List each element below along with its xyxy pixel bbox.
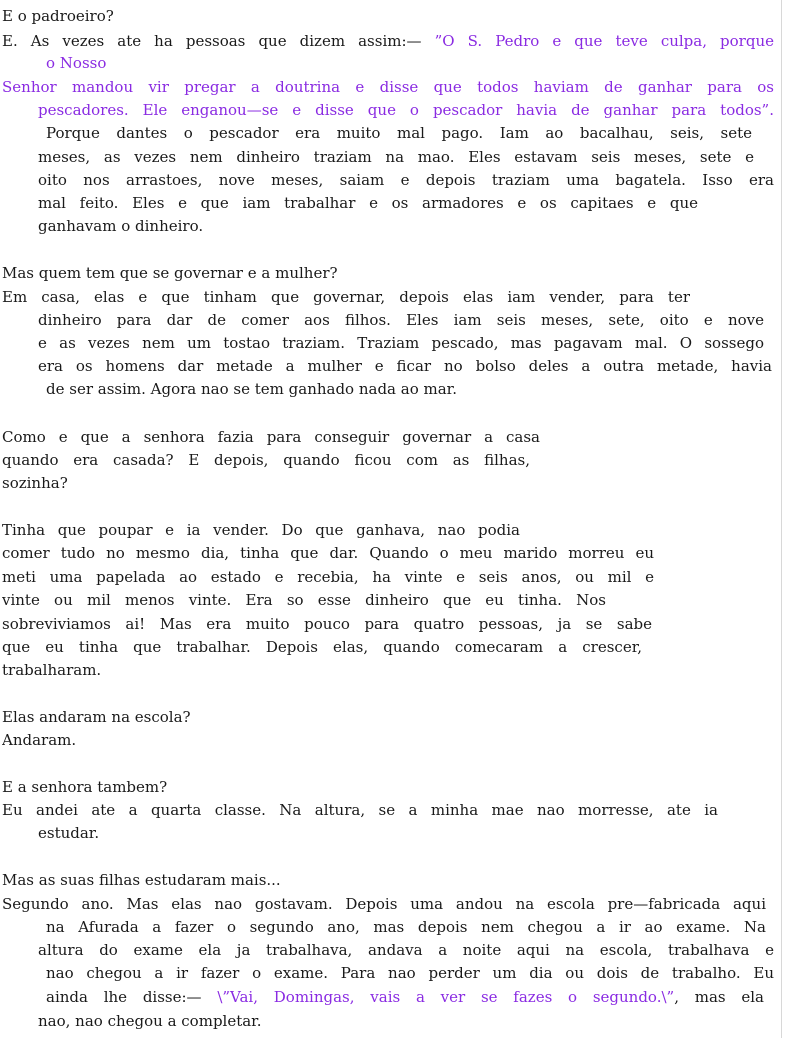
answer-line xyxy=(46,986,764,1009)
answer-line: sobreviviamos ai! Mas era muito pouco para quatro pessoas, ja se sabe xyxy=(2,615,652,633)
answer-line: na Afurada a fazer o segundo ano, mas depois nem chegou a ir ao exame. Na xyxy=(46,918,766,936)
answer-line: ganhavam o dinheiro. xyxy=(38,217,204,235)
question-line: sozinha? xyxy=(2,474,68,492)
answer-line: mal feito. Eles e que iam trabalhar e os armadores e os capitaes e que xyxy=(38,194,698,212)
answer-line: e as vezes nem um tostao traziam. Traziam pescado, mas pagavam mal. O sossego xyxy=(38,334,764,352)
answer-line: que eu tinha que trabalhar. Depois elas, quando comecaram a crescer, xyxy=(2,638,642,656)
question-line: Como e que a senhora fazia para conseguir governar a casa xyxy=(2,428,540,446)
question-line: Mas as suas filhas estudaram mais... xyxy=(2,871,281,889)
page-edge-rule xyxy=(781,0,782,1038)
quote-text: \”Vai, Domingas, vais a ver se fazes o segundo.\” xyxy=(217,988,675,1006)
answer-text: , mas ela xyxy=(674,988,764,1006)
answer-line: comer tudo no mesmo dia, tinha que dar. Quando o meu marido morreu eu xyxy=(2,544,654,562)
answer-text: E. As vezes ate ha pessoas que dizem assim:— xyxy=(2,32,435,50)
answer-line: meses, as vezes nem dinheiro traziam na mao. Eles estavam seis meses, sete e xyxy=(38,148,754,166)
question-line: E o padroeiro? xyxy=(2,7,114,25)
question-line: Mas quem tem que se governar e a mulher? xyxy=(2,264,338,282)
answer-line: de ser assim. Agora nao se tem ganhado nada ao mar. xyxy=(46,380,457,398)
question-line: E a senhora tambem? xyxy=(2,778,168,796)
quote-line: o Nosso xyxy=(46,54,107,72)
answer-line: oito nos arrastoes, nove meses, saiam e depois traziam uma bagatela. Isso era xyxy=(38,171,774,189)
quote-line: pescadores. Ele enganou—se e disse que o pescador havia de ganhar para todos”. xyxy=(38,101,774,119)
answer-line: era os homens dar metade a mulher e ficar no bolso deles a outra metade, havia xyxy=(38,357,772,375)
answer-line: vinte ou mil menos vinte. Era so esse dinheiro que eu tinha. Nos xyxy=(2,591,606,609)
answer-text: ainda lhe disse:— xyxy=(46,988,218,1006)
answer-line: meti uma papelada ao estado e recebia, ha vinte e seis anos, ou mil e xyxy=(2,568,654,586)
answer-line: nao, nao chegou a completar. xyxy=(38,1012,262,1030)
answer-line: dinheiro para dar de comer aos filhos. Eles iam seis meses, sete, oito e nove xyxy=(38,311,764,329)
answer-line: Andaram. xyxy=(2,731,77,749)
answer-line: altura do exame ela ja trabalhava, andava a noite aqui na escola, trabalhava e xyxy=(38,941,774,959)
answer-line: Em casa, elas e que tinham que governar, depois elas iam vender, para ter xyxy=(2,288,690,306)
quote-line: Senhor mandou vir pregar a doutrina e disse que todos haviam de ganhar para os xyxy=(2,78,774,96)
answer-line: Eu andei ate a quarta classe. Na altura, se a minha mae nao morresse, ate ia xyxy=(2,801,718,819)
question-line: quando era casada? E depois, quando ficou com as filhas, xyxy=(2,451,530,469)
quote-text: ”O S. Pedro e que teve culpa, porque xyxy=(434,32,774,50)
answer-line: Tinha que poupar e ia vender. Do que ganhava, nao podia xyxy=(2,521,520,539)
question-line: Elas andaram na escola? xyxy=(2,708,191,726)
answer-line: estudar. xyxy=(38,824,100,842)
answer-line xyxy=(2,30,774,53)
answer-line: nao chegou a ir fazer o exame. Para nao perder um dia ou dois de trabalho. Eu xyxy=(46,964,774,982)
answer-line: Segundo ano. Mas elas nao gostavam. Depois uma andou na escola pre—fabricada aqui xyxy=(2,895,766,913)
answer-line: trabalharam. xyxy=(2,661,102,679)
answer-line: Porque dantes o pescador era muito mal pago. Iam ao bacalhau, seis, sete xyxy=(46,124,752,142)
